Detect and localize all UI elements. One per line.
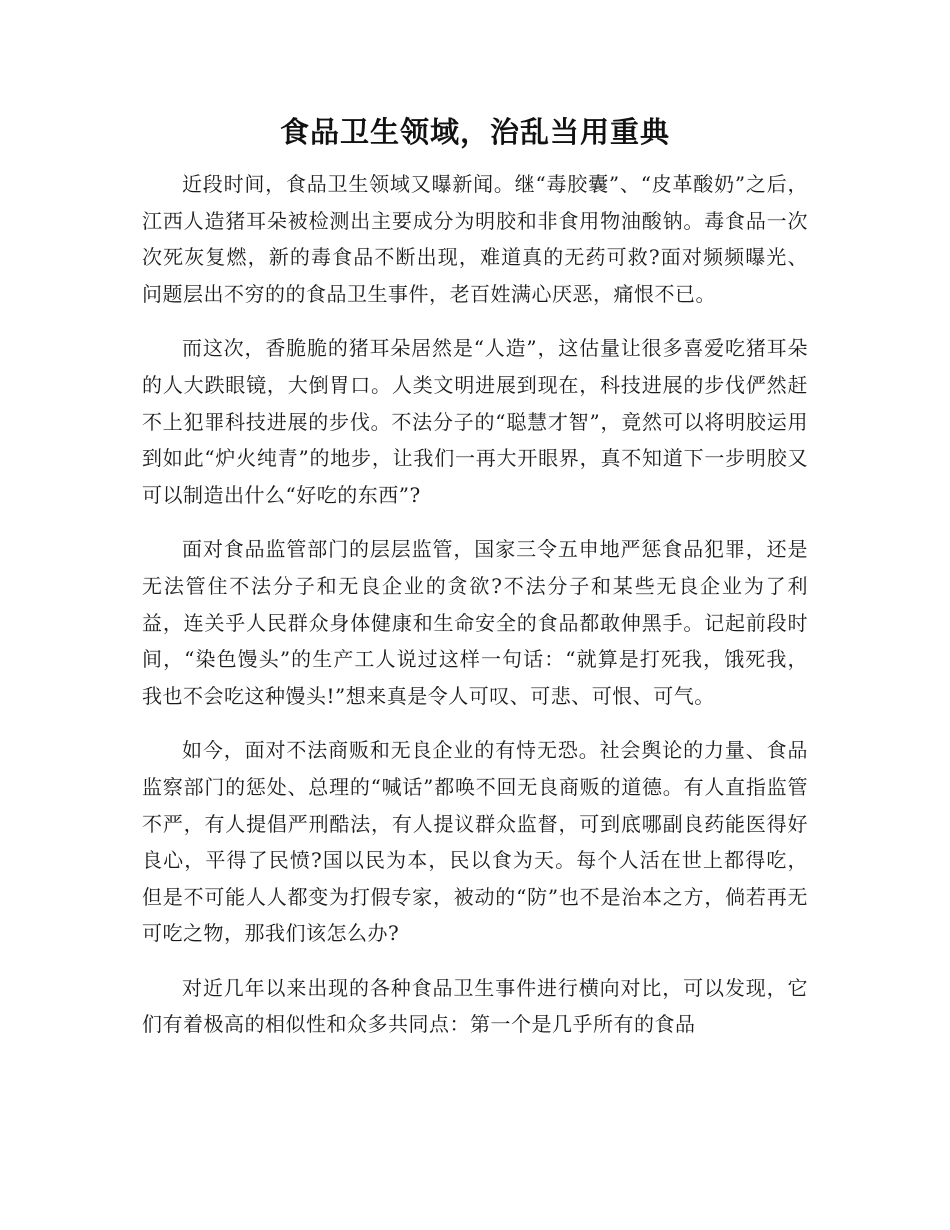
paragraph-3: 面对食品监管部门的层层监管，国家三令五申地严惩食品犯罪，还是无法管住不法分子和无良企业的贪欲?不法分子和某些无良企业为了利益，连关乎人民群众身体健康和生命安全的食品都敢伸黑手。记起前段时间，“染色馒头”的生产工人说过这样一句话：“就算是打死我，饿死我，我也不会吃这种馒头!”想来真是令人可叹、可悲、可恨、可气。 xyxy=(142,537,808,708)
document-title: 食品卫生领域，治乱当用重典 xyxy=(279,115,670,149)
paragraph-4: 如今，面对不法商贩和无良企业的有恃无恐。社会舆论的力量、食品监察部门的惩处、总理的“喊话”都唤不回无良商贩的道德。有人直指监管不严，有人提倡严刑酷法，有人提议群众监督，可到底哪副良药能医得好良心，平得了民愤?国以民为本，民以食为天。每个人活在世上都得吃，但是不可能人人都变为打假专家，被动的“防”也不是治本之方，倘若再无可吃之物，那我们该怎么办? xyxy=(142,738,808,946)
paragraph-1: 近段时间，食品卫生领域又曝新闻。继“毒胶囊”、“皮革酸奶”之后，江西人造猪耳朵被检测出主要成分为明胶和非食用物油酸钠。毒食品一次次死灰复燃，新的毒食品不断出现，难道真的无药可救?面对频频曝光、问题层出不穷的的食品卫生事件，老百姓满心厌恶，痛恨不已。 xyxy=(142,172,808,306)
paragraph-5: 对近几年以来出现的各种食品卫生事件进行横向对比，可以发现，它们有着极高的相似性和众多共同点：第一个是几乎所有的食品 xyxy=(142,975,808,1037)
document-body xyxy=(142,166,808,1061)
paragraph-2: 而这次，香脆脆的猪耳朵居然是“人造”，这估量让很多喜爱吃猪耳朵的人大跌眼镜，大倒胃口。人类文明进展到现在，科技进展的步伐俨然赶不上犯罪科技进展的步伐。不法分子的“聪慧才智”，竟然可以将明胶运用到如此“炉火纯青”的地步，让我们一再大开眼界，真不知道下一步明胶又可以制造出什么“好吃的东西”? xyxy=(142,336,808,507)
